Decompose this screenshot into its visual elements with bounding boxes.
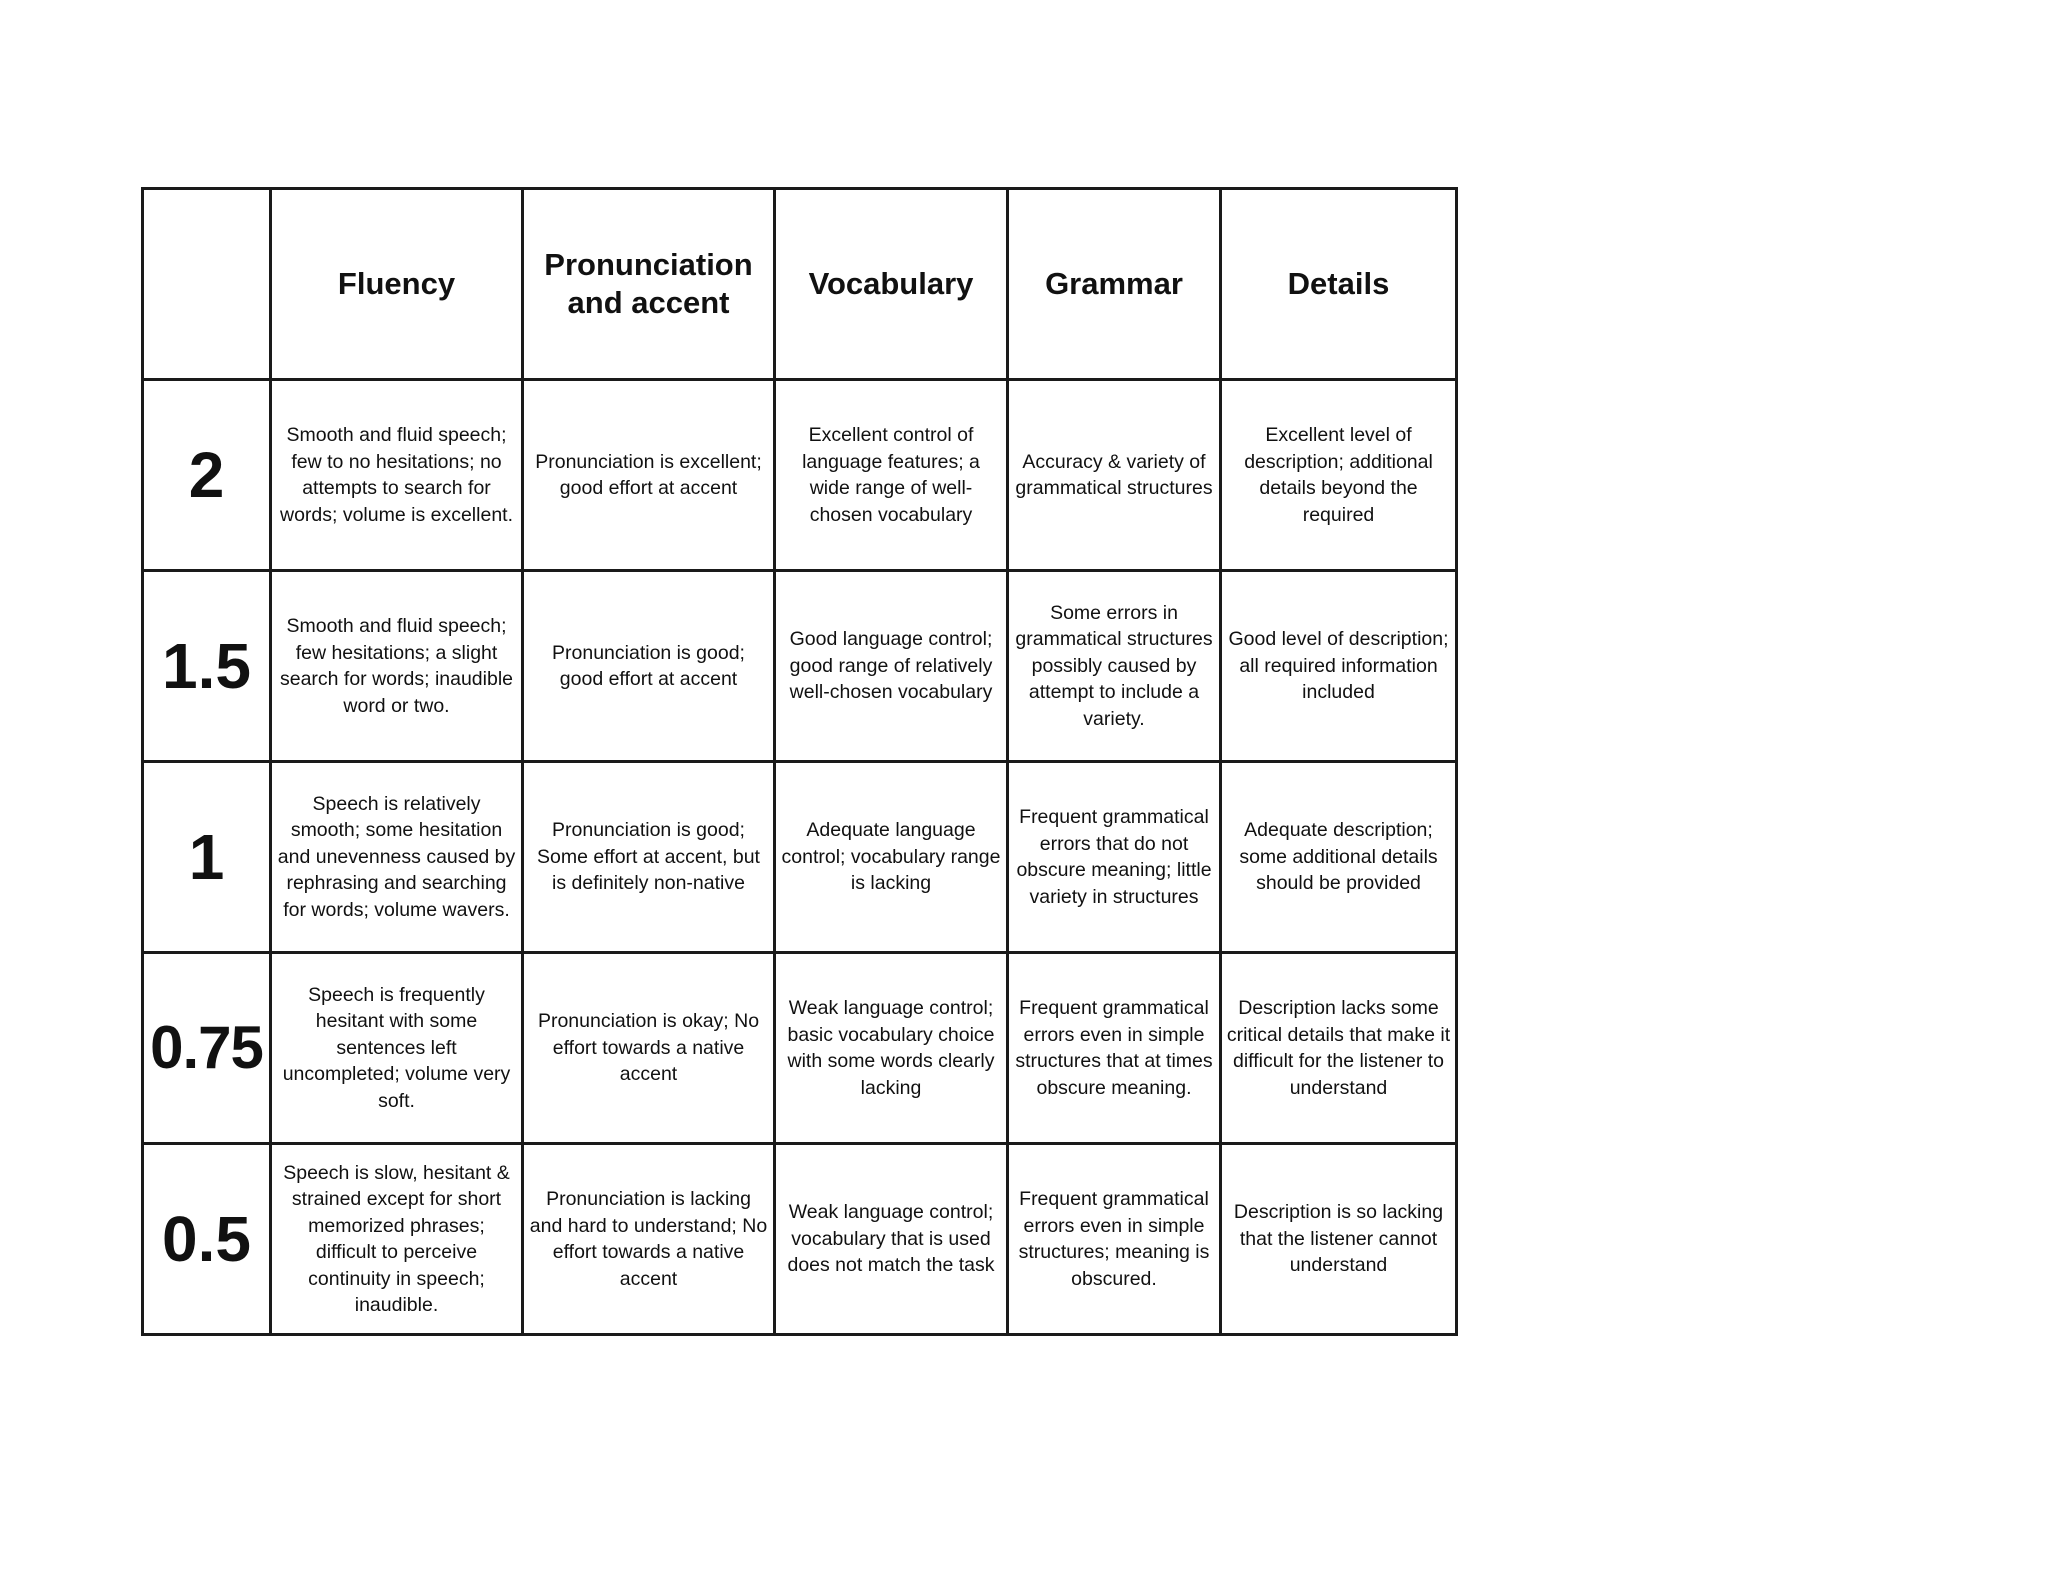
score-cell: 1.5 — [143, 571, 271, 762]
header-row — [143, 189, 1457, 380]
header-vocabulary: Vocabulary — [775, 189, 1008, 380]
header-grammar: Grammar — [1008, 189, 1221, 380]
header-pronunciation: Pronunciation and accent — [523, 189, 775, 380]
score-cell: 0.5 — [143, 1144, 271, 1335]
table-row — [143, 953, 1457, 1144]
score-cell: 1 — [143, 762, 271, 953]
pronunciation-cell: Pronunciation is good; Some effort at accent, but is definitely non-native — [523, 762, 775, 953]
grammar-cell: Frequent grammatical errors even in simple structures; meaning is obscured. — [1008, 1144, 1221, 1335]
pronunciation-cell: Pronunciation is excellent; good effort at accent — [523, 380, 775, 571]
pronunciation-cell: Pronunciation is okay; No effort towards a native accent — [523, 953, 775, 1144]
table-row — [143, 380, 1457, 571]
grammar-cell: Frequent grammatical errors even in simple structures that at times obscure meaning. — [1008, 953, 1221, 1144]
rubric-table — [141, 187, 1458, 1336]
fluency-cell: Speech is relatively smooth; some hesitation and unevenness caused by rephrasing and searching for words; volume wavers. — [271, 762, 523, 953]
fluency-cell: Speech is slow, hesitant & strained except for short memorized phrases; difficult to perceive continuity in speech; inaudible. — [271, 1144, 523, 1335]
header-details: Details — [1221, 189, 1457, 380]
pronunciation-cell: Pronunciation is good; good effort at accent — [523, 571, 775, 762]
details-cell: Description is so lacking that the listener cannot understand — [1221, 1144, 1457, 1335]
details-cell: Adequate description; some additional details should be provided — [1221, 762, 1457, 953]
score-cell: 0.75 — [143, 953, 271, 1144]
vocabulary-cell: Adequate language control; vocabulary range is lacking — [775, 762, 1008, 953]
grammar-cell: Accuracy & variety of grammatical structures — [1008, 380, 1221, 571]
header-fluency: Fluency — [271, 189, 523, 380]
fluency-cell: Smooth and fluid speech; few to no hesitations; no attempts to search for words; volume is excellent. — [271, 380, 523, 571]
details-cell: Description lacks some critical details that make it difficult for the listener to understand — [1221, 953, 1457, 1144]
fluency-cell: Smooth and fluid speech; few hesitations; a slight search for words; inaudible word or two. — [271, 571, 523, 762]
grammar-cell: Some errors in grammatical structures possibly caused by attempt to include a variety. — [1008, 571, 1221, 762]
rubric-body — [143, 380, 1457, 1335]
details-cell: Excellent level of description; additional details beyond the required — [1221, 380, 1457, 571]
table-row — [143, 1144, 1457, 1335]
pronunciation-cell: Pronunciation is lacking and hard to understand; No effort towards a native accent — [523, 1144, 775, 1335]
header-corner-cell — [143, 189, 271, 380]
vocabulary-cell: Excellent control of language features; a wide range of well-chosen vocabulary — [775, 380, 1008, 571]
fluency-cell: Speech is frequently hesitant with some sentences left uncompleted; volume very soft. — [271, 953, 523, 1144]
rubric-header — [143, 189, 1457, 380]
table-row — [143, 762, 1457, 953]
vocabulary-cell: Good language control; good range of relatively well-chosen vocabulary — [775, 571, 1008, 762]
table-row — [143, 571, 1457, 762]
grammar-cell: Frequent grammatical errors that do not obscure meaning; little variety in structures — [1008, 762, 1221, 953]
details-cell: Good level of description; all required information included — [1221, 571, 1457, 762]
vocabulary-cell: Weak language control; basic vocabulary choice with some words clearly lacking — [775, 953, 1008, 1144]
score-cell: 2 — [143, 380, 271, 571]
vocabulary-cell: Weak language control; vocabulary that is used does not match the task — [775, 1144, 1008, 1335]
